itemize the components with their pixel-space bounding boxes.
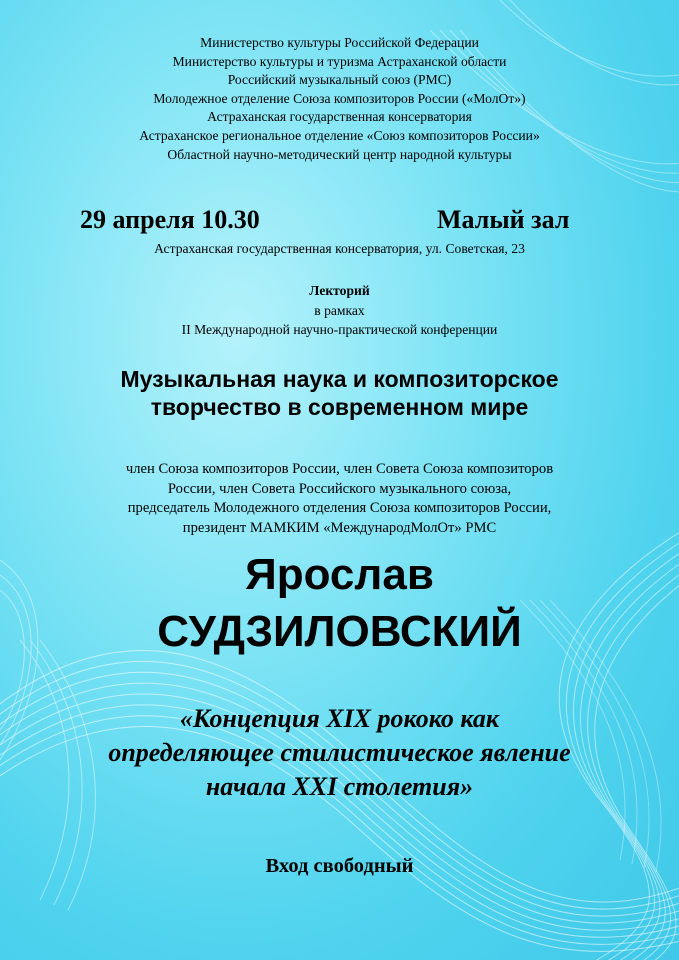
organizer-line: Молодежное отделение Союза композиторов России («МолОт») [153,90,526,106]
event-date-time: 29 апреля 10.30 [80,205,260,234]
organizers-list [0,34,679,164]
event-date-line [0,205,679,241]
event-address: Астраханская государственная консерватория, ул. Советская, 23 [154,241,525,256]
conference-name [0,365,679,421]
lecture-topic [0,702,679,804]
lecture-topic-line: определяющее стилистическое явление [108,738,571,767]
organizer-line: Астраханское региональное отделение «Союз композиторов России» [139,127,540,143]
event-hall: Малый зал [437,205,570,234]
lecture-topic-line: «Концепция XIX рококо как [179,704,500,733]
lecture-title: Лекторий [309,283,370,298]
conference-name-line: Музыкальная наука и композиторское [120,366,559,392]
lecture-conference: II Международной научно-практической конференции [181,322,498,337]
lecture-topic-line: начала XXI столетия» [205,772,474,801]
speaker-last-name: СУДЗИЛОВСКИЙ [157,607,522,656]
speaker-first-name: Ярослав [245,550,434,599]
speaker-titles [0,460,679,538]
speaker-title-line: России, член Совета Российского музыкального союза, [167,480,512,497]
organizer-line: Астраханская государственная консерватория [207,109,472,125]
organizer-line: Российский музыкальный союз (РМС) [227,72,452,88]
speaker-title-line: президент МАМКИМ «МеждународМолОт» РМС [182,519,497,536]
speaker-title-line: председатель Молодежного отделения Союза композиторов России, [127,500,552,517]
conference-name-line: творчество в современном мире [150,394,529,420]
entry-note: Вход свободный [265,855,414,877]
organizer-line: Министерство культуры Российской Федерации [200,35,479,50]
lecture-frame: в рамках [314,303,365,318]
organizer-line: Министерство культуры и туризма Астраханской области [172,53,507,69]
organizer-line: Областной научно-методический центр народной культуры [167,146,512,162]
speaker-title-line: член Союза композиторов России, член Совета Союза композиторов [125,461,554,477]
